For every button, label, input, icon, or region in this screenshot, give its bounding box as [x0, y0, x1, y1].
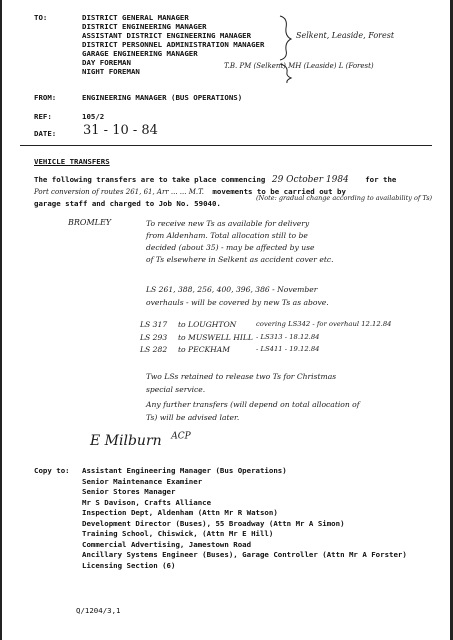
- hand-line: LS 261, 388, 256, 400, 396, 386 - November: [146, 285, 318, 294]
- transfer-note: - LS411 - 19.12.84: [256, 345, 320, 353]
- from-label: FROM:: [34, 93, 57, 102]
- routes-handwritten: Port conversion of routes 261, 61, Arr ... ... M.T.: [34, 188, 204, 196]
- hand-line: Two LSs retained to release two Ts for Christmas: [146, 372, 337, 381]
- copy-recipient: Assistant Engineering Manager (Bus Operations): [82, 466, 287, 475]
- subject-heading: VEHICLE TRANSFERS: [34, 157, 110, 166]
- recipient-line: DISTRICT PERSONNEL ADMINISTRATION MANAGER: [82, 40, 265, 49]
- transfer-note: covering LS342 - for overhaul 12.12.84: [256, 320, 392, 328]
- recipient-line: DISTRICT ENGINEERING MANAGER: [82, 22, 207, 31]
- to-label: TO:: [34, 13, 48, 22]
- transfer-row: [140, 320, 440, 333]
- handwritten-paragraph-3: [146, 370, 336, 396]
- copy-recipient: Senior Maintenance Examiner: [82, 476, 203, 486]
- handwritten-paragraph-1: [146, 218, 334, 266]
- copy-recipient: Training School, Chiswick, (Attn Mr E Hill): [82, 529, 274, 538]
- handwritten-paragraph-2: [146, 283, 329, 309]
- transfer-destination: to PECKHAM: [178, 345, 231, 354]
- hand-line: overhauls - will be covered by new Ts as above.: [146, 298, 329, 307]
- recipient-line: ASSISTANT DISTRICT ENGINEERING MANAGER: [82, 31, 252, 40]
- copy-recipient: Inspection Dept, Aldenham (Attn Mr R Watson): [82, 508, 278, 517]
- to-annotation-top: Selkent, Leaside, Forest: [296, 31, 395, 40]
- copy-recipient: Licensing Section (6): [82, 560, 176, 570]
- body-line-1: [34, 175, 396, 185]
- recipient-line: NIGHT FOREMAN: [82, 67, 140, 76]
- signature-suffix: ACP: [171, 431, 191, 442]
- transfer-note: - LS313 - 18.12.84: [256, 332, 320, 341]
- transfer-row: [140, 345, 440, 358]
- ref-label: REF:: [34, 112, 52, 121]
- hand-line: of Ts elsewhere in Selkent as accident cover etc.: [146, 255, 334, 264]
- transfer-row: [140, 333, 440, 346]
- recipient-line: DAY FOREMAN: [82, 58, 131, 67]
- transfer-vehicle: LS 293: [140, 332, 168, 342]
- transfer-vehicle: LS 317: [140, 320, 168, 329]
- location-heading: BROMLEY: [68, 218, 112, 227]
- body-note: (Note: gradual change according to availability of Ts): [256, 194, 433, 202]
- from-value: ENGINEERING MANAGER (BUS OPERATIONS): [82, 93, 243, 102]
- copy-to-label: Copy to:: [34, 466, 70, 475]
- scan-edge-left: [0, 0, 2, 640]
- copy-recipient: Senior Stores Manager: [82, 487, 176, 496]
- copy-recipient: Commercial Advertising, Jamestown Road: [82, 539, 252, 549]
- recipient-line: DISTRICT GENERAL MANAGER: [82, 13, 189, 22]
- copy-recipient: Mr S Davison, Crafts Alliance: [82, 497, 212, 507]
- copy-recipient: Ancillary Systems Engineer (Buses), Garage Controller (Attn Mr A Forster): [82, 550, 407, 559]
- hand-line: from Aldenham. Total allocation still to be: [146, 231, 308, 240]
- hand-line: decided (about 35) - may be affected by use: [146, 243, 315, 252]
- body-line-3: garage staff and charged to Job No. 59040.: [34, 199, 221, 208]
- hand-line: To receive new Ts as available for delivery: [146, 219, 310, 228]
- date-label: DATE:: [34, 129, 57, 138]
- header-divider: [20, 145, 432, 146]
- signature-name: E Milburn: [90, 433, 162, 449]
- body-text: for the: [365, 175, 397, 184]
- body-text: movements to be carried out by: [212, 187, 346, 196]
- ref-value: 105/2: [82, 112, 105, 121]
- hand-line: Any further transfers (will depend on total allocation of: [146, 400, 360, 409]
- body-text: The following transfers are to take place commencing: [34, 175, 266, 184]
- hand-line: special service.: [146, 385, 206, 394]
- handwritten-paragraph-4: [146, 398, 360, 424]
- date-value: 31 - 10 - 84: [83, 123, 158, 138]
- brace-marks: [276, 14, 296, 84]
- copy-to-list: [82, 466, 407, 571]
- signature: [90, 430, 191, 449]
- recipient-line: GARAGE ENGINEERING MANAGER: [82, 49, 198, 58]
- footer-reference: Q/1204/3,1: [76, 606, 121, 615]
- transfer-list: [140, 320, 440, 365]
- commencement-date: 29 October 1984: [271, 175, 349, 185]
- transfer-destination: to MUSWELL HILL: [178, 332, 253, 342]
- hand-line: Ts) will be advised later.: [146, 413, 240, 422]
- to-annotation-bottom: T.B. PM (Selkent) MH (Leaside) L (Forest): [224, 62, 374, 70]
- transfer-vehicle: LS 282: [140, 345, 168, 354]
- transfer-destination: to LOUGHTON: [178, 320, 237, 329]
- copy-recipient: Development Director (Buses), 55 Broadway (Attn Mr A Simon): [82, 518, 345, 528]
